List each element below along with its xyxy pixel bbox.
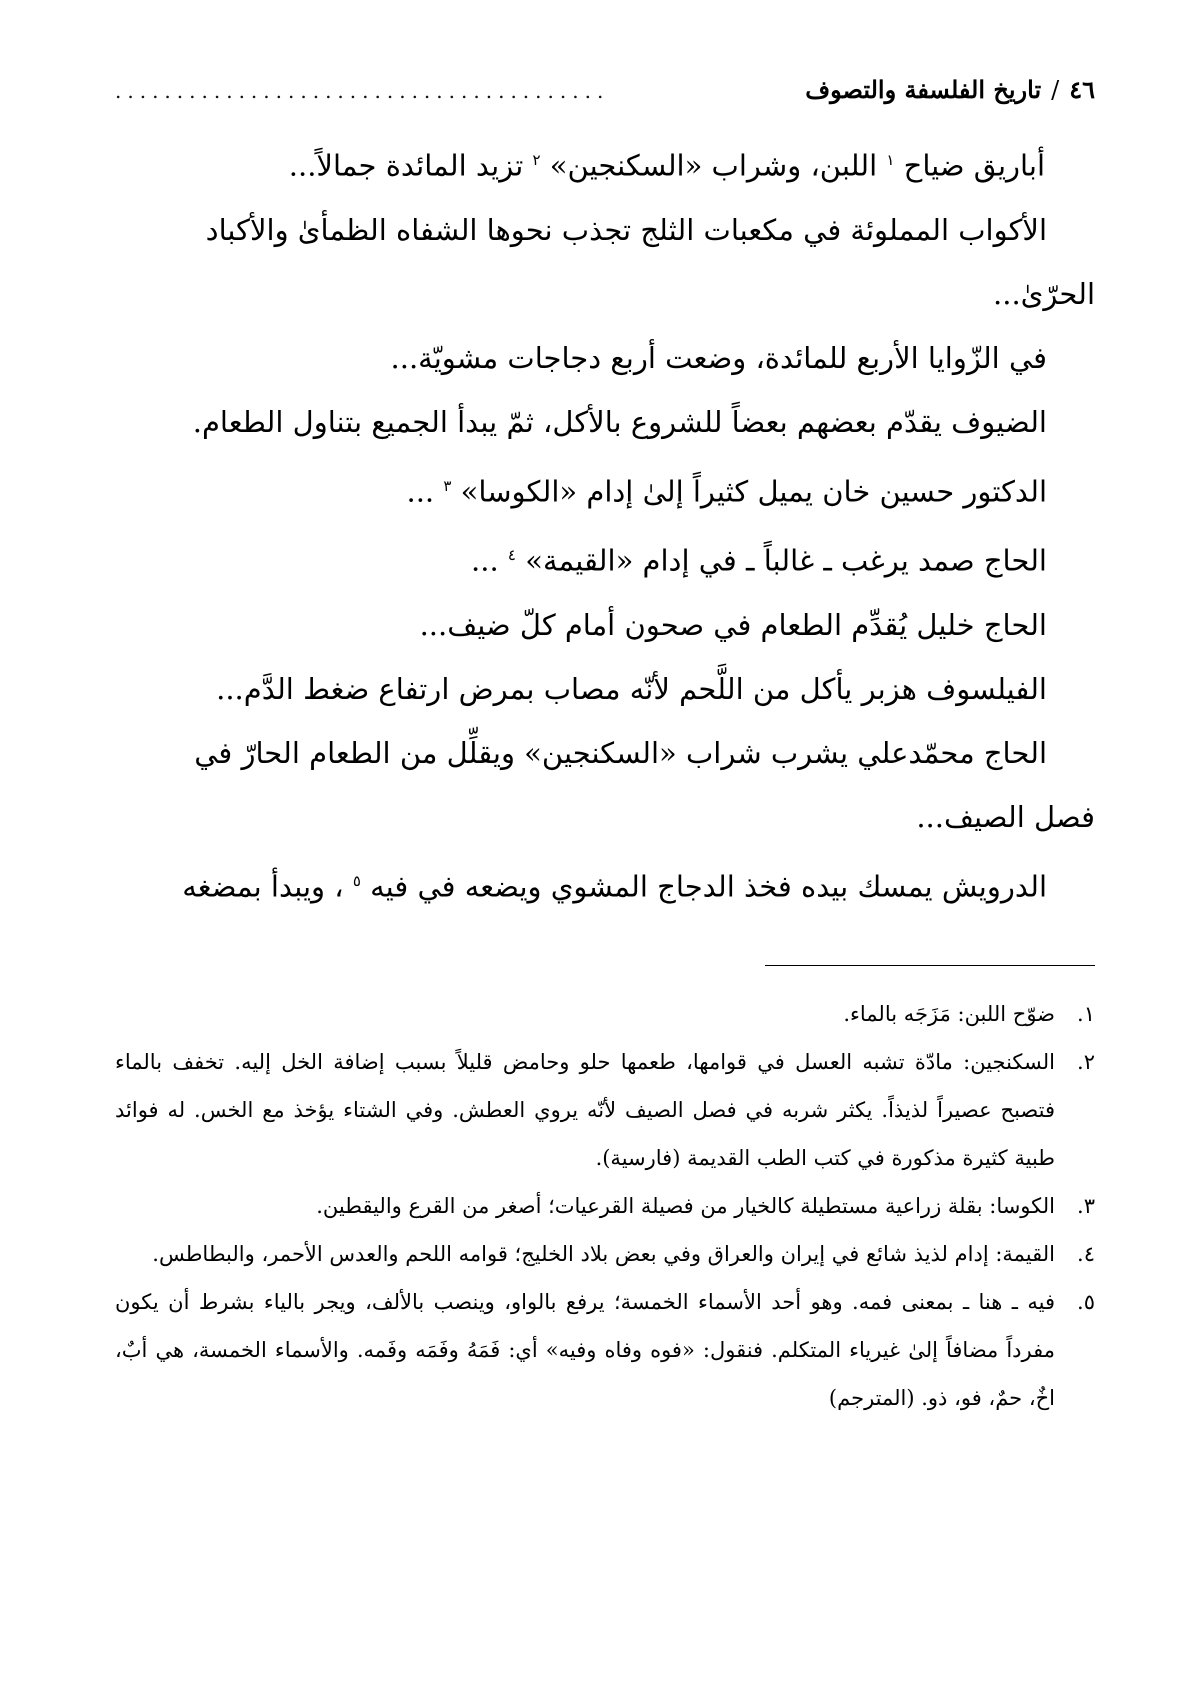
running-header <box>115 70 1095 110</box>
text-line: في الزّوايا الأربع للمائدة، وضعت أربع دجاجات مشويّة... <box>390 340 1047 375</box>
footnote-text: القيمة: إدام لذيذ شائع في إيران والعراق وفي بعض بلاد الخليج؛ قوامه اللحم والعدس الأحمر، والبطاطس. <box>152 1241 1055 1266</box>
footnote-number: ٤. <box>1077 1241 1095 1266</box>
footnote-number: ١. <box>1077 1001 1095 1026</box>
header-leader-dots: ........................................ <box>115 79 610 103</box>
text-line: الأكواب المملوئة في مكعبات الثلج تجذب نحوها الشفاه الظمأىٰ والأكباد <box>205 212 1047 247</box>
text-line <box>115 454 1095 524</box>
text-line: الحاج محمّدعلي يشرب شراب «السكنجين» ويقلِّل من الطعام الحارّ في <box>194 735 1047 770</box>
footnote-ref[interactable]: ٢ <box>532 151 541 169</box>
text-segment: اللبن، وشراب «السكنجين» <box>549 148 878 183</box>
header-separator: / <box>1051 76 1060 104</box>
footnote-text: ضوّح اللبن: مَزَجَه بالماء. <box>843 1001 1055 1026</box>
text-line: فصل الصيف... <box>916 799 1095 834</box>
footnote <box>115 1278 1095 1422</box>
footnote-text: الكوسا: بقلة زراعية مستطيلة كالخيار من فصيلة القرعيات؛ أصغر من القرع واليقطين. <box>316 1193 1055 1218</box>
main-text <box>115 128 1095 919</box>
text-segment: الدرويش يمسك بيده فخذ الدجاج المشوي ويضعه في فيه <box>370 869 1047 904</box>
page-number: ٤٦ <box>1069 75 1095 104</box>
footnote-ref[interactable]: ٥ <box>352 871 361 890</box>
footnote-text: فيه ـ هنا ـ بمعنى فمه. وهو أحد الأسماء الخمسة؛ يرفع بالواو، وينصب بالألف، ويجر بالياء بشرط أن يكون مفرداً مضافاً إلىٰ غيرياء المتكلم. فنقول: «فوه وفاه وفيه» أي: فَمَهُ وفَمَه وفَمه. والأسماء الخمسة، هي أبٌ، اخٌ، حمٌ، فو، ذو. (المترجم) <box>115 1289 1055 1410</box>
text-line <box>115 849 1095 919</box>
footnote-text: السكنجين: مادّة تشبه العسل في قوامها، طعمها حلو وحامض قليلاً بسبب إضافة الخل إليه. تخفف بالماء فتصبح عصيراً لذيذاً. يكثر شربه في فصل الصيف لأنّه يروي العطش. وفي الشتاء يؤخذ مع الخس. له فوائد طبية كثيرة مذكورة في كتب الطب القديمة (فارسية). <box>115 1049 1055 1170</box>
footnote-ref[interactable]: ٣ <box>443 476 452 495</box>
footnote <box>115 1038 1095 1182</box>
text-segment: ... <box>471 543 499 578</box>
footnote-divider <box>765 965 1095 966</box>
text-segment: ، ويبدأ بمضغه <box>182 869 344 904</box>
text-segment: تزيد المائدة جمالاً... <box>288 148 524 183</box>
text-segment: أباريق ضياح <box>903 148 1045 183</box>
text-line: الفيلسوف هزبر يأكل من اللَّحم لأنّه مصاب بمرض ارتفاع ضغط الدَّم... <box>216 671 1047 706</box>
footnote <box>115 1230 1095 1278</box>
footnote-ref[interactable]: ١ <box>886 151 895 169</box>
footnotes <box>115 990 1095 1422</box>
footnote-number: ٢. <box>1077 1049 1095 1074</box>
text-line: الضيوف يقدّم بعضهم بعضاً للشروع بالأكل، ثمّ يبدأ الجميع بتناول الطعام. <box>192 404 1047 439</box>
text-segment: الدكتور حسين خان يميل كثيراً إلىٰ إدام «الكوسا» <box>460 474 1047 509</box>
footnote-number: ٥. <box>1077 1289 1095 1314</box>
book-page <box>115 70 1095 1422</box>
text-segment: ... <box>406 474 435 509</box>
footnote-ref[interactable]: ٤ <box>507 546 516 565</box>
text-line: الحرّىٰ... <box>993 276 1095 311</box>
text-line <box>115 523 1095 593</box>
text-line <box>115 128 1095 198</box>
text-line: الحاج خليل يُقدِّم الطعام في صحون أمام كلّ ضيف... <box>419 607 1047 642</box>
text-segment: الحاج صمد يرغب ـ غالباً ـ في إدام «القيمة» <box>525 543 1047 578</box>
footnote-number: ٣. <box>1077 1193 1095 1218</box>
book-title: تاريخ الفلسفة والتصوف <box>805 75 1042 104</box>
footnote <box>115 1182 1095 1230</box>
footnote <box>115 990 1095 1038</box>
